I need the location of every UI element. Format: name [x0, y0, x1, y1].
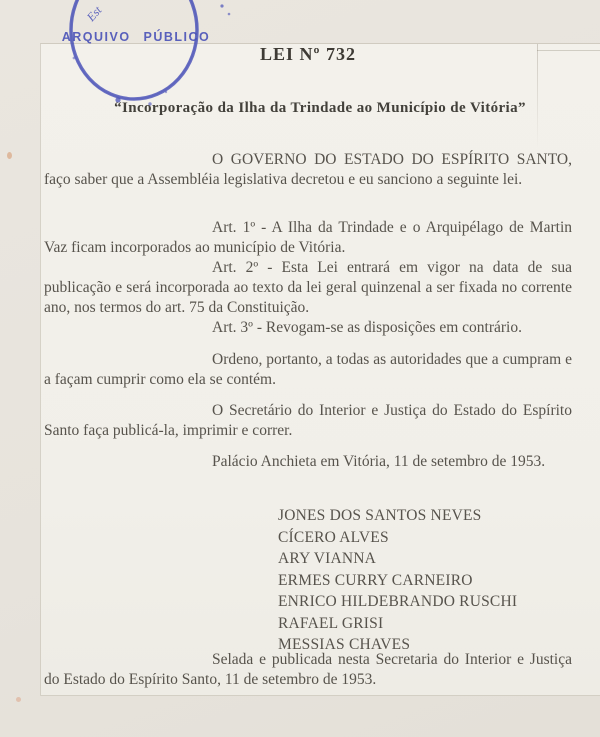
signature-line: ARY VIANNA [278, 550, 377, 567]
signature-line: RAFAEL GRISI [278, 614, 384, 632]
signature-line: MESSIAS CHAVES [278, 636, 411, 653]
law-title: LEI Nº 732 [260, 44, 356, 64]
paragraph-ordeno: Ordeno, portanto, a todas as autoridades que a cumpram e a façam cumprir como ela se contém. [44, 351, 572, 388]
stamp-label: ARQUIVO PÚBLICO [61, 30, 211, 44]
signature-block [278, 505, 517, 656]
paragraph-palacio: Palácio Anchieta em Vitória, 11 de setembro de 1953. [212, 453, 546, 470]
paragraph-art-2: Art. 2º - Esta Lei entrará em vigor na data de sua publicação e será incorporada ao texto da lei geral quinzenal a ser fixada no corrente ano, nos termos do art. 75 da Constituição. [44, 259, 572, 316]
law-subtitle: “Incorporação da Ilha da Trindade ao Município de Vitória” [114, 100, 526, 116]
paragraph-closing: Selada e publicada nesta Secretaria do Interior e Justiça do Estado do Espírito Santo, 11 de setembro de 1953. [44, 651, 572, 688]
signature-line: ERMES CURRY CARNEIRO [278, 571, 473, 589]
paper-speck [16, 697, 21, 702]
paragraph-preamble: O GOVERNO DO ESTADO DO ESPÍRITO SANTO, faço saber que a Assembléia legislativa decretou e eu sanciono a seguinte lei. [44, 151, 572, 188]
signature-line: ENRICO HILDEBRANDO RUSCHI [278, 593, 518, 610]
paper-speck [7, 152, 12, 159]
paragraph-art-3: Art. 3º - Revogam-se as disposições em contrário. [212, 319, 522, 336]
paragraph-art-1: Art. 1º - A Ilha da Trindade e o Arquipélago de Martin Vaz ficam incorporados ao município de Vitória. [44, 219, 572, 256]
signature-line: JONES DOS SANTOS NEVES [278, 507, 482, 524]
signature-line: CÍCERO ALVES [278, 528, 389, 546]
stamp-arc-text: Est [83, 3, 105, 25]
paragraph-secretario: O Secretário do Interior e Justiça do Estado do Espírito Santo faça publicá-la, imprimir e correr. [44, 402, 572, 439]
